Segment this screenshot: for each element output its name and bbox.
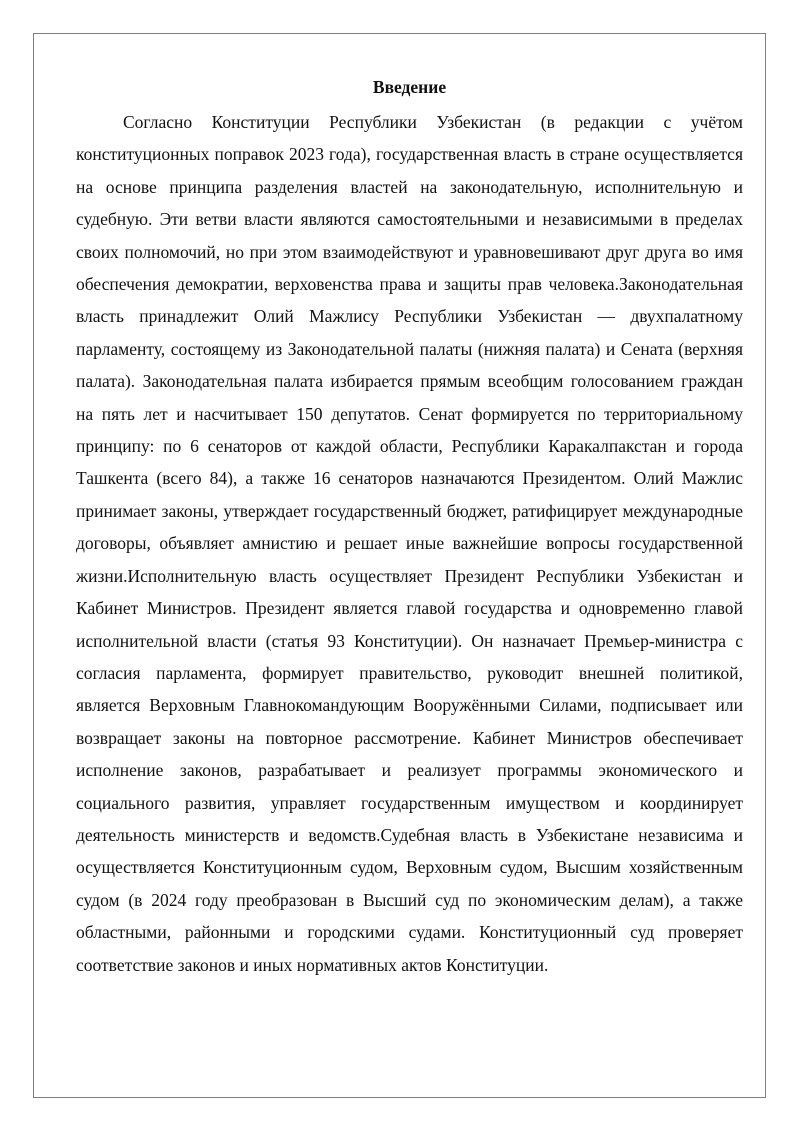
document-page [33,33,766,1098]
section-title: Введение [372,77,447,97]
body-paragraph: Согласно Конституции Республики Узбекистан (в редакции с учётом конституционных поправок 2023 года), государственная власть в стране осуществляется на основе принципа разделения властей на законодательную, исполнительную и судебную. Эти ветви власти являются самостоятельными и независимыми в пределах своих полномочий, но при этом взаимодействуют и уравновешивают друг друга во имя обеспечения демократии, верховенства права и защиты прав человека.Законодательная власть принадлежит Олий Мажлису Республики Узбекистан — двухпалатному парламенту, состоящему из Законодательной палаты (нижняя палата) и Сената (верхняя палата). Законодательная палата избирается прямым всеобщим голосованием граждан на пять лет и насчитывает 150 депутатов. Сенат формируется по территориальному принципу: по 6 сенаторов от каждой области, Республики Каракалпакстан и города Ташкента (всего 84), а также 16 сенаторов назначаются Президентом. Олий Мажлис принимает законы, утверждает государственный бюджет, ратифицирует международные договоры, объявляет амнистию и решает иные важнейшие вопросы государственной жизни.Исполнительную власть осуществляет Президент Республики Узбекистан и Кабинет Министров. Президент является главой государства и одновременно главой исполнительной власти (статья 93 Конституции). Он назначает Премьер-министра с согласия парламента, формирует правительство, руководит внешней политикой, является Верховным Главнокомандующим Вооружёнными Силами, подписывает или возвращает законы на повторное рассмотрение. Кабинет Министров обеспечивает исполнение законов, разрабатывает и реализует программы экономического и социального развития, управляет государственным имуществом и координирует деятельность министерств и ведомств.Судебная власть в Узбекистане независима и осуществляется Конституционным судом, Верховным судом, Высшим хозяйственным судом (в 2024 году преобразован в Высший суд по экономическим делам), а также областными, районными и городскими судами. Конституционный суд проверяет соответствие законов и иных нормативных актов Конституции. [76,112,743,975]
page-content [76,76,743,981]
